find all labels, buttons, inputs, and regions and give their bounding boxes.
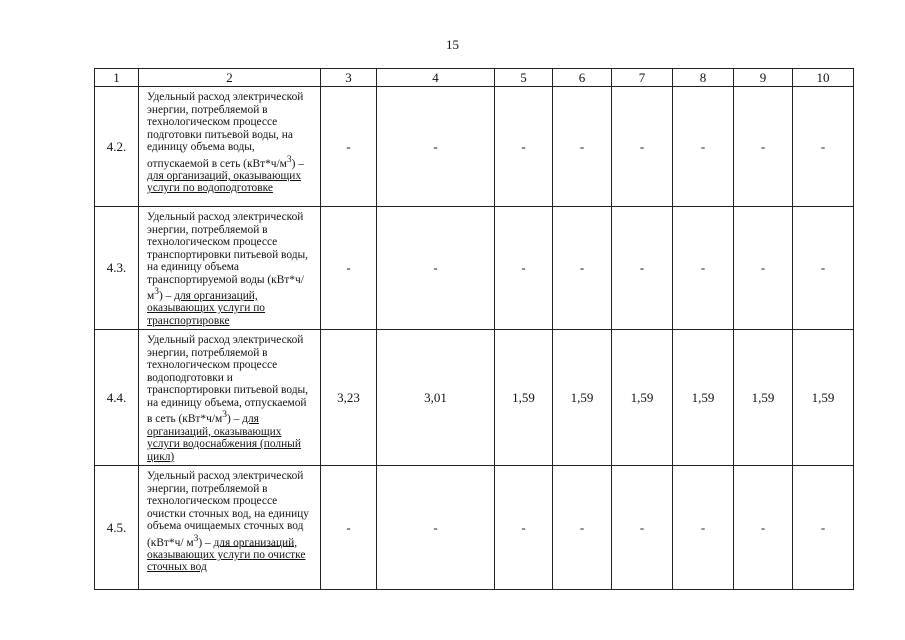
value-cell: - (495, 87, 553, 207)
description-underlined: для организаций, оказывающих услуги по очистке сточных вод (147, 536, 306, 574)
row-number: 4.3. (95, 207, 139, 330)
table-row (95, 87, 854, 207)
row-description (139, 466, 321, 590)
description-superscript: 3 (154, 287, 159, 297)
value-cell: 1,59 (793, 330, 854, 466)
row-number: 4.5. (95, 466, 139, 590)
row-description (139, 207, 321, 330)
value-cell: - (793, 466, 854, 590)
header-cell: 8 (673, 69, 734, 87)
row-description (139, 330, 321, 466)
row-number: 4.2. (95, 87, 139, 207)
value-cell: - (377, 207, 495, 330)
description-text: Удельный расход электрической энергии, потребляемой в технологическом процессе очистки сточных вод, на единицу объема очищаемых сточных вод (кВт*ч/ м (147, 470, 309, 549)
value-cell: 1,59 (673, 330, 734, 466)
description-superscript: 3 (193, 533, 199, 544)
header-cell: 2 (139, 69, 321, 87)
description-text: Удельный расход электрической энергии, потребляемой в технологическом процессе водоподготовки и транспортировки питьевой воды, на единицу объема, отпускаемой в сеть (кВт*ч/м (147, 334, 308, 426)
description-text-after: ) – (198, 536, 211, 549)
value-cell: - (553, 207, 612, 330)
header-cell: 3 (321, 69, 377, 87)
value-cell: 1,59 (734, 330, 793, 466)
description-underlined: для организаций, оказывающих услуги по транспортировке (147, 289, 266, 327)
value-cell: - (612, 87, 673, 207)
header-cell: 5 (495, 69, 553, 87)
value-cell: - (734, 87, 793, 207)
value-cell: - (734, 466, 793, 590)
value-cell: 1,59 (553, 330, 612, 466)
table-row (95, 466, 854, 590)
description-superscript: 3 (286, 154, 292, 165)
value-cell: - (321, 207, 377, 330)
page-number: 15 (446, 37, 459, 52)
table-row (95, 330, 854, 466)
value-cell: 1,59 (495, 330, 553, 466)
value-cell: - (734, 207, 793, 330)
value-cell: 3,23 (321, 330, 377, 466)
header-cell: 9 (734, 69, 793, 87)
header-row (95, 69, 854, 87)
value-cell: - (612, 466, 673, 590)
description-text-after: ) – (226, 413, 240, 426)
value-cell: - (673, 207, 734, 330)
value-cell: - (553, 87, 612, 207)
value-cell: - (377, 466, 495, 590)
table-row (95, 207, 854, 330)
header-cell: 7 (612, 69, 673, 87)
value-cell: - (321, 87, 377, 207)
indicators-table (94, 68, 854, 590)
value-cell: 1,59 (612, 330, 673, 466)
value-cell: - (793, 87, 854, 207)
description-text: Удельный расход электрической энергии, потребляемой в технологическом процессе транспортировки питьевой воды, на единицу объема транспортируемой воды (кВт*ч/м (147, 211, 308, 302)
header-cell: 4 (377, 69, 495, 87)
value-cell: - (673, 466, 734, 590)
value-cell: - (553, 466, 612, 590)
header-cell: 10 (793, 69, 854, 87)
description-text: Удельный расход электрической энергии, потребляемой в технологическом процессе подготовки питьевой воды, на единицу объема воды, отпускаемой в сеть (кВт*ч/м (147, 91, 304, 170)
value-cell: - (377, 87, 495, 207)
row-description (139, 87, 321, 207)
value-cell: - (495, 466, 553, 590)
value-cell: - (321, 466, 377, 590)
value-cell: - (673, 87, 734, 207)
value-cell: 3,01 (377, 330, 495, 466)
row-number: 4.4. (95, 330, 139, 466)
description-superscript: 3 (222, 410, 227, 421)
description-text-after: ) – (158, 289, 172, 302)
value-cell: - (793, 207, 854, 330)
header-cell: 1 (95, 69, 139, 87)
description-text-after: ) – (291, 157, 304, 170)
value-cell: - (495, 207, 553, 330)
description-underlined: для организаций, оказывающих услуги водоснабжения (полный цикл) (147, 413, 301, 463)
value-cell: - (612, 207, 673, 330)
header-cell: 6 (553, 69, 612, 87)
description-underlined: для организаций, оказывающих услуги по водоподготовке (147, 169, 302, 195)
